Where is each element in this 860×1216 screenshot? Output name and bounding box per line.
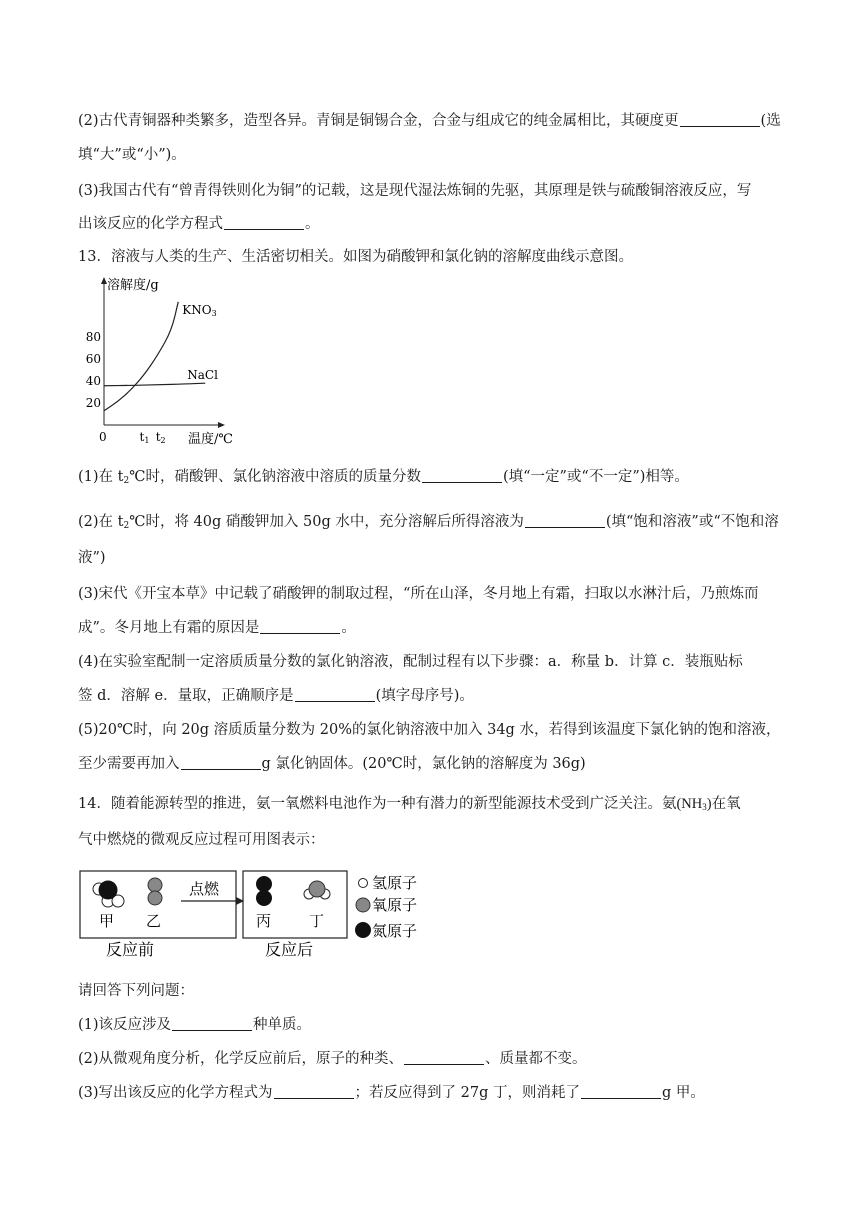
- answer-blank[interactable]: [525, 513, 605, 528]
- answer-blank[interactable]: [295, 687, 375, 702]
- nitrogen-molecule: [256, 876, 272, 906]
- answer-blank[interactable]: [404, 1050, 484, 1065]
- x-tick-label: t1: [139, 430, 150, 445]
- solubility-chart: [85, 275, 258, 450]
- label-ding: 丁: [309, 912, 325, 930]
- q13-part2-line1: (2)在 $t_2℃$时，将 40g 硝酸钾加入 50g 水中，充分溶解后所得溶液为 (填“饱和溶液”或“不饱和溶: [78, 514, 779, 531]
- q13-part4-line2: 签 d．溶解 e．量取，正确顺序是 (填字母序号)。: [78, 688, 474, 704]
- series-label-kno3: KNO3: [182, 302, 217, 318]
- label-before: 反应前: [106, 940, 155, 959]
- label-bing: 丙: [256, 912, 272, 930]
- label-jia: 甲: [99, 912, 115, 930]
- q13-part2-line2: 液”): [78, 550, 106, 566]
- q12-part3-line1: (3)我国古代有“曾青得铁则化为铜”的记载，这是现代湿法炼铜的先驱，其原理是铁与硫酸铜溶液反应，写: [78, 183, 752, 199]
- x-tick-label: 0: [99, 430, 107, 444]
- water-molecule: [304, 881, 330, 899]
- x-axis-arrow: [218, 422, 225, 428]
- x-axis-label: 温度/℃: [188, 432, 233, 447]
- answer-blank[interactable]: [581, 1084, 661, 1099]
- q12-part2-line2: 填“大”或“小”)。: [78, 147, 186, 163]
- answer-blank[interactable]: [224, 215, 304, 230]
- legend-hydrogen: 氢原子: [372, 874, 418, 892]
- q14-part1: (1)该反应涉及 种单质。: [78, 1017, 312, 1033]
- q14-stem-line1: 14．随着能源转型的推进，氨一氧燃料电池作为一种有潜力的新型能源技术受到广泛关注。氨$(NH_3)$在氧: [78, 796, 741, 812]
- y-tick-label: 60: [85, 352, 101, 366]
- answer-blank[interactable]: [274, 1084, 354, 1099]
- q13-part1: (1)在 $t_2℃$时，硝酸钾、氯化钠溶液中溶质的质量分数 (填“一定”或“不一定”)相等。: [78, 469, 689, 486]
- y-axis-label: 溶解度/g: [107, 278, 159, 293]
- y-tick-label: 40: [85, 374, 101, 388]
- y-tick-label: 80: [85, 330, 101, 344]
- label-after: 反应后: [265, 940, 314, 959]
- q12-part2-line1: (2)古代青铜器种类繁多，造型各异。青铜是铜锡合金，合金与组成它的纯金属相比，其硬度更 (选: [78, 113, 781, 129]
- answer-blank[interactable]: [422, 468, 502, 483]
- answer-blank[interactable]: [172, 1016, 252, 1031]
- series-line-kno3: [104, 302, 178, 411]
- arrow-label: 点燃: [189, 880, 220, 898]
- legend-nitrogen: 氮原子: [372, 922, 418, 940]
- reaction-arrow: [181, 897, 244, 905]
- q13-stem: 13．溶液与人类的生产、生活密切相关。如图为硝酸钾和氯化钠的溶解度曲线示意图。: [78, 249, 633, 265]
- answer-blank[interactable]: [260, 619, 340, 634]
- q13-part5-line2: 至少需要再加入 g 氯化钠固体。(20℃时，氯化钠的溶解度为 36g): [78, 756, 586, 772]
- reaction-diagram: [78, 864, 438, 964]
- y-tick-label: 20: [85, 396, 101, 410]
- legend: [355, 874, 417, 940]
- ammonia-formula: $(NH_3)$: [676, 796, 712, 812]
- q14-prompt: 请回答下列问题：: [78, 983, 194, 999]
- ammonia-molecule: [93, 881, 124, 908]
- q14-part3: (3)写出该反应的化学方程式为 ；若反应得到了 27g 丁，则消耗了 g 甲。: [78, 1085, 705, 1101]
- oxygen-molecule: [148, 878, 162, 905]
- q14-stem-line2: 气中燃烧的微观反应过程可用图表示：: [78, 832, 325, 848]
- q13-part3-line1: (3)宋代《开宝本草》中记载了硝酸钾的制取过程，“所在山泽，冬月地上有霜，扫取以水淋汁后，乃煎炼而: [78, 586, 759, 602]
- x-tick-label: t2: [155, 430, 166, 445]
- q14-part2: (2)从微观角度分析，化学反应前后，原子的种类、 、质量都不变。: [78, 1051, 587, 1067]
- q13-part5-line1: (5)20℃时，向 20g 溶质质量分数为 20%的氯化钠溶液中加入 34g 水，若得到该温度下氯化钠的饱和溶液，: [78, 722, 781, 738]
- answer-blank[interactable]: [181, 755, 261, 770]
- q12-part3-line2: 出该反应的化学方程式 。: [78, 216, 320, 232]
- answer-blank[interactable]: [680, 112, 760, 127]
- label-yi: 乙: [146, 912, 162, 930]
- legend-oxygen: 氧原子: [372, 896, 418, 914]
- series-label-nacl: NaCl: [187, 368, 218, 383]
- q13-part3-line2: 成”。冬月地上有霜的原因是 。: [78, 620, 356, 636]
- series-line-nacl: [104, 383, 205, 386]
- q13-part4-line1: (4)在实验室配制一定溶质质量分数的氯化钠溶液，配制过程有以下步骤：a．称量 b．计算 c．装瓶贴标: [78, 654, 743, 670]
